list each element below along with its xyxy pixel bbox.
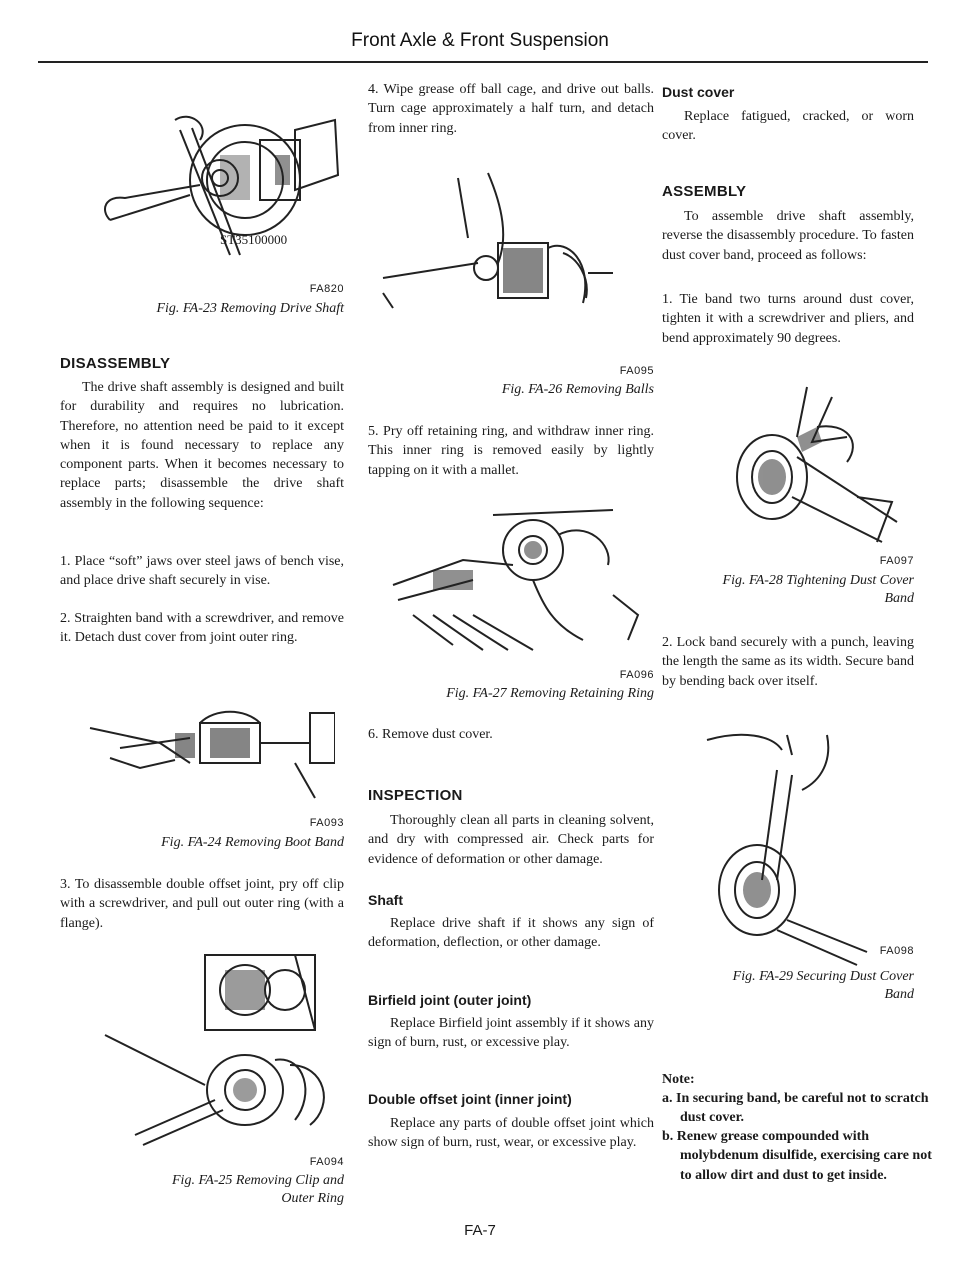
birfield-heading: Birfield joint (outer joint) bbox=[368, 992, 532, 1008]
disassembly-step-1: 1. Place “soft” jaws over steel jaws of bench vise, and place drive shaft securely in vise. bbox=[60, 554, 344, 589]
assembly-heading: ASSEMBLY bbox=[662, 183, 747, 200]
double-offset-paragraph: Replace any parts of double offset joint which show sign of burn, rust, wear, or excessive play. bbox=[368, 1116, 654, 1151]
figure-fa29-illustration bbox=[692, 730, 892, 970]
fa27-caption: Fig. FA-27 Removing Retaining Ring bbox=[446, 686, 654, 701]
dust-cover-paragraph: Replace fatigued, cracked, or worn cover. bbox=[662, 109, 914, 144]
shaft-paragraph: Replace drive shaft if it shows any sign of deformation, deflection, or other damage. bbox=[368, 916, 654, 951]
inspection-paragraph: Thoroughly clean all parts in cleaning solvent, and dry with compressed air. Check parts for evidence of deformation or other damage. bbox=[368, 813, 654, 867]
fa25-figure-code: FA094 bbox=[309, 1156, 344, 1168]
fa28-caption-line-2: Band bbox=[884, 591, 914, 606]
fa23-caption: Fig. FA-23 Removing Drive Shaft bbox=[156, 301, 344, 316]
disassembly-step-6: 6. Remove dust cover. bbox=[368, 727, 493, 742]
fa26-figure-code: FA095 bbox=[619, 365, 654, 377]
assembly-step-2: 2. Lock band securely with a punch, leaving the length the same as its width. Secure band by bending back over itself. bbox=[662, 635, 914, 689]
header-rule bbox=[38, 61, 928, 63]
figure-fa23-illustration bbox=[80, 100, 350, 275]
disassembly-step-4: 4. Wipe grease off ball cage, and drive out balls. Turn cage approximately a half turn, and detach from inner ring. bbox=[368, 82, 654, 136]
page-number: FA-7 bbox=[464, 1222, 496, 1239]
figure-fa24-illustration bbox=[80, 688, 335, 808]
fa29-caption-line-2: Band bbox=[884, 987, 914, 1002]
fa24-caption: Fig. FA-24 Removing Boot Band bbox=[161, 835, 344, 850]
fa24-figure-code: FA093 bbox=[309, 817, 344, 829]
disassembly-heading: DISASSEMBLY bbox=[60, 355, 171, 372]
disassembly-step-5: 5. Pry off retaining ring, and withdraw inner ring. This inner ring is removed easily by lightly tapping on it with a mallet. bbox=[368, 424, 654, 478]
double-offset-heading: Double offset joint (inner joint) bbox=[368, 1091, 572, 1107]
fa28-caption-line-1: Fig. FA-28 Tightening Dust Cover bbox=[722, 573, 914, 588]
fa26-caption: Fig. FA-26 Removing Balls bbox=[501, 382, 654, 397]
birfield-paragraph: Replace Birfield joint assembly if it shows any sign of burn, rust, or excessive play. bbox=[368, 1016, 654, 1051]
disassembly-step-2: 2. Straighten band with a screwdriver, and remove it. Detach dust cover from joint outer ring. bbox=[60, 611, 344, 646]
figure-fa25-illustration bbox=[95, 945, 345, 1155]
figure-fa28-illustration bbox=[697, 382, 912, 547]
figure-fa26-illustration bbox=[368, 168, 654, 348]
fa25-caption-line-1: Fig. FA-25 Removing Clip and bbox=[172, 1173, 344, 1188]
dust-cover-heading: Dust cover bbox=[662, 84, 735, 100]
shaft-heading: Shaft bbox=[368, 892, 403, 908]
page-header: Front Axle & Front Suspension bbox=[351, 30, 609, 51]
fa23-callout-label: ST35100000 bbox=[220, 232, 288, 247]
fa29-figure-code: FA098 bbox=[879, 945, 914, 957]
fa25-caption-line-2: Outer Ring bbox=[281, 1191, 344, 1206]
fa27-figure-code: FA096 bbox=[619, 669, 654, 681]
assembly-step-1: 1. Tie band two turns around dust cover, tighten it with a screwdriver and pliers, and bend approximately 90 degrees. bbox=[662, 292, 914, 346]
fa23-figure-code: FA820 bbox=[309, 283, 344, 295]
disassembly-step-3: 3. To disassemble double offset joint, pry off clip with a screwdriver, and pull out outer ring (with a flange). bbox=[60, 877, 344, 931]
note-item-b: b. Renew grease compounded with molybdenum disulfide, exercising care not to allow dirt and dust to get inside. bbox=[662, 1129, 932, 1183]
disassembly-paragraph: The drive shaft assembly is designed and built for durability and requires no lubrication. Therefore, no attention need be paid to it except when it is found necessary to replace any component parts. When it becomes necessary to replace parts; disassemble the drive shaft assembly in the following sequence: bbox=[60, 380, 344, 511]
figure-fa27-illustration bbox=[373, 505, 648, 655]
fa29-caption-line-1: Fig. FA-29 Securing Dust Cover bbox=[732, 969, 914, 984]
inspection-heading: INSPECTION bbox=[368, 787, 463, 804]
note-label: Note: bbox=[662, 1072, 695, 1087]
fa28-figure-code: FA097 bbox=[879, 555, 914, 567]
note-item-a: a. In securing band, be careful not to scratch dust cover. bbox=[662, 1091, 929, 1126]
assembly-paragraph: To assemble drive shaft assembly, reverse the disassembly procedure. To fasten dust cover band, proceed as follows: bbox=[662, 209, 914, 263]
